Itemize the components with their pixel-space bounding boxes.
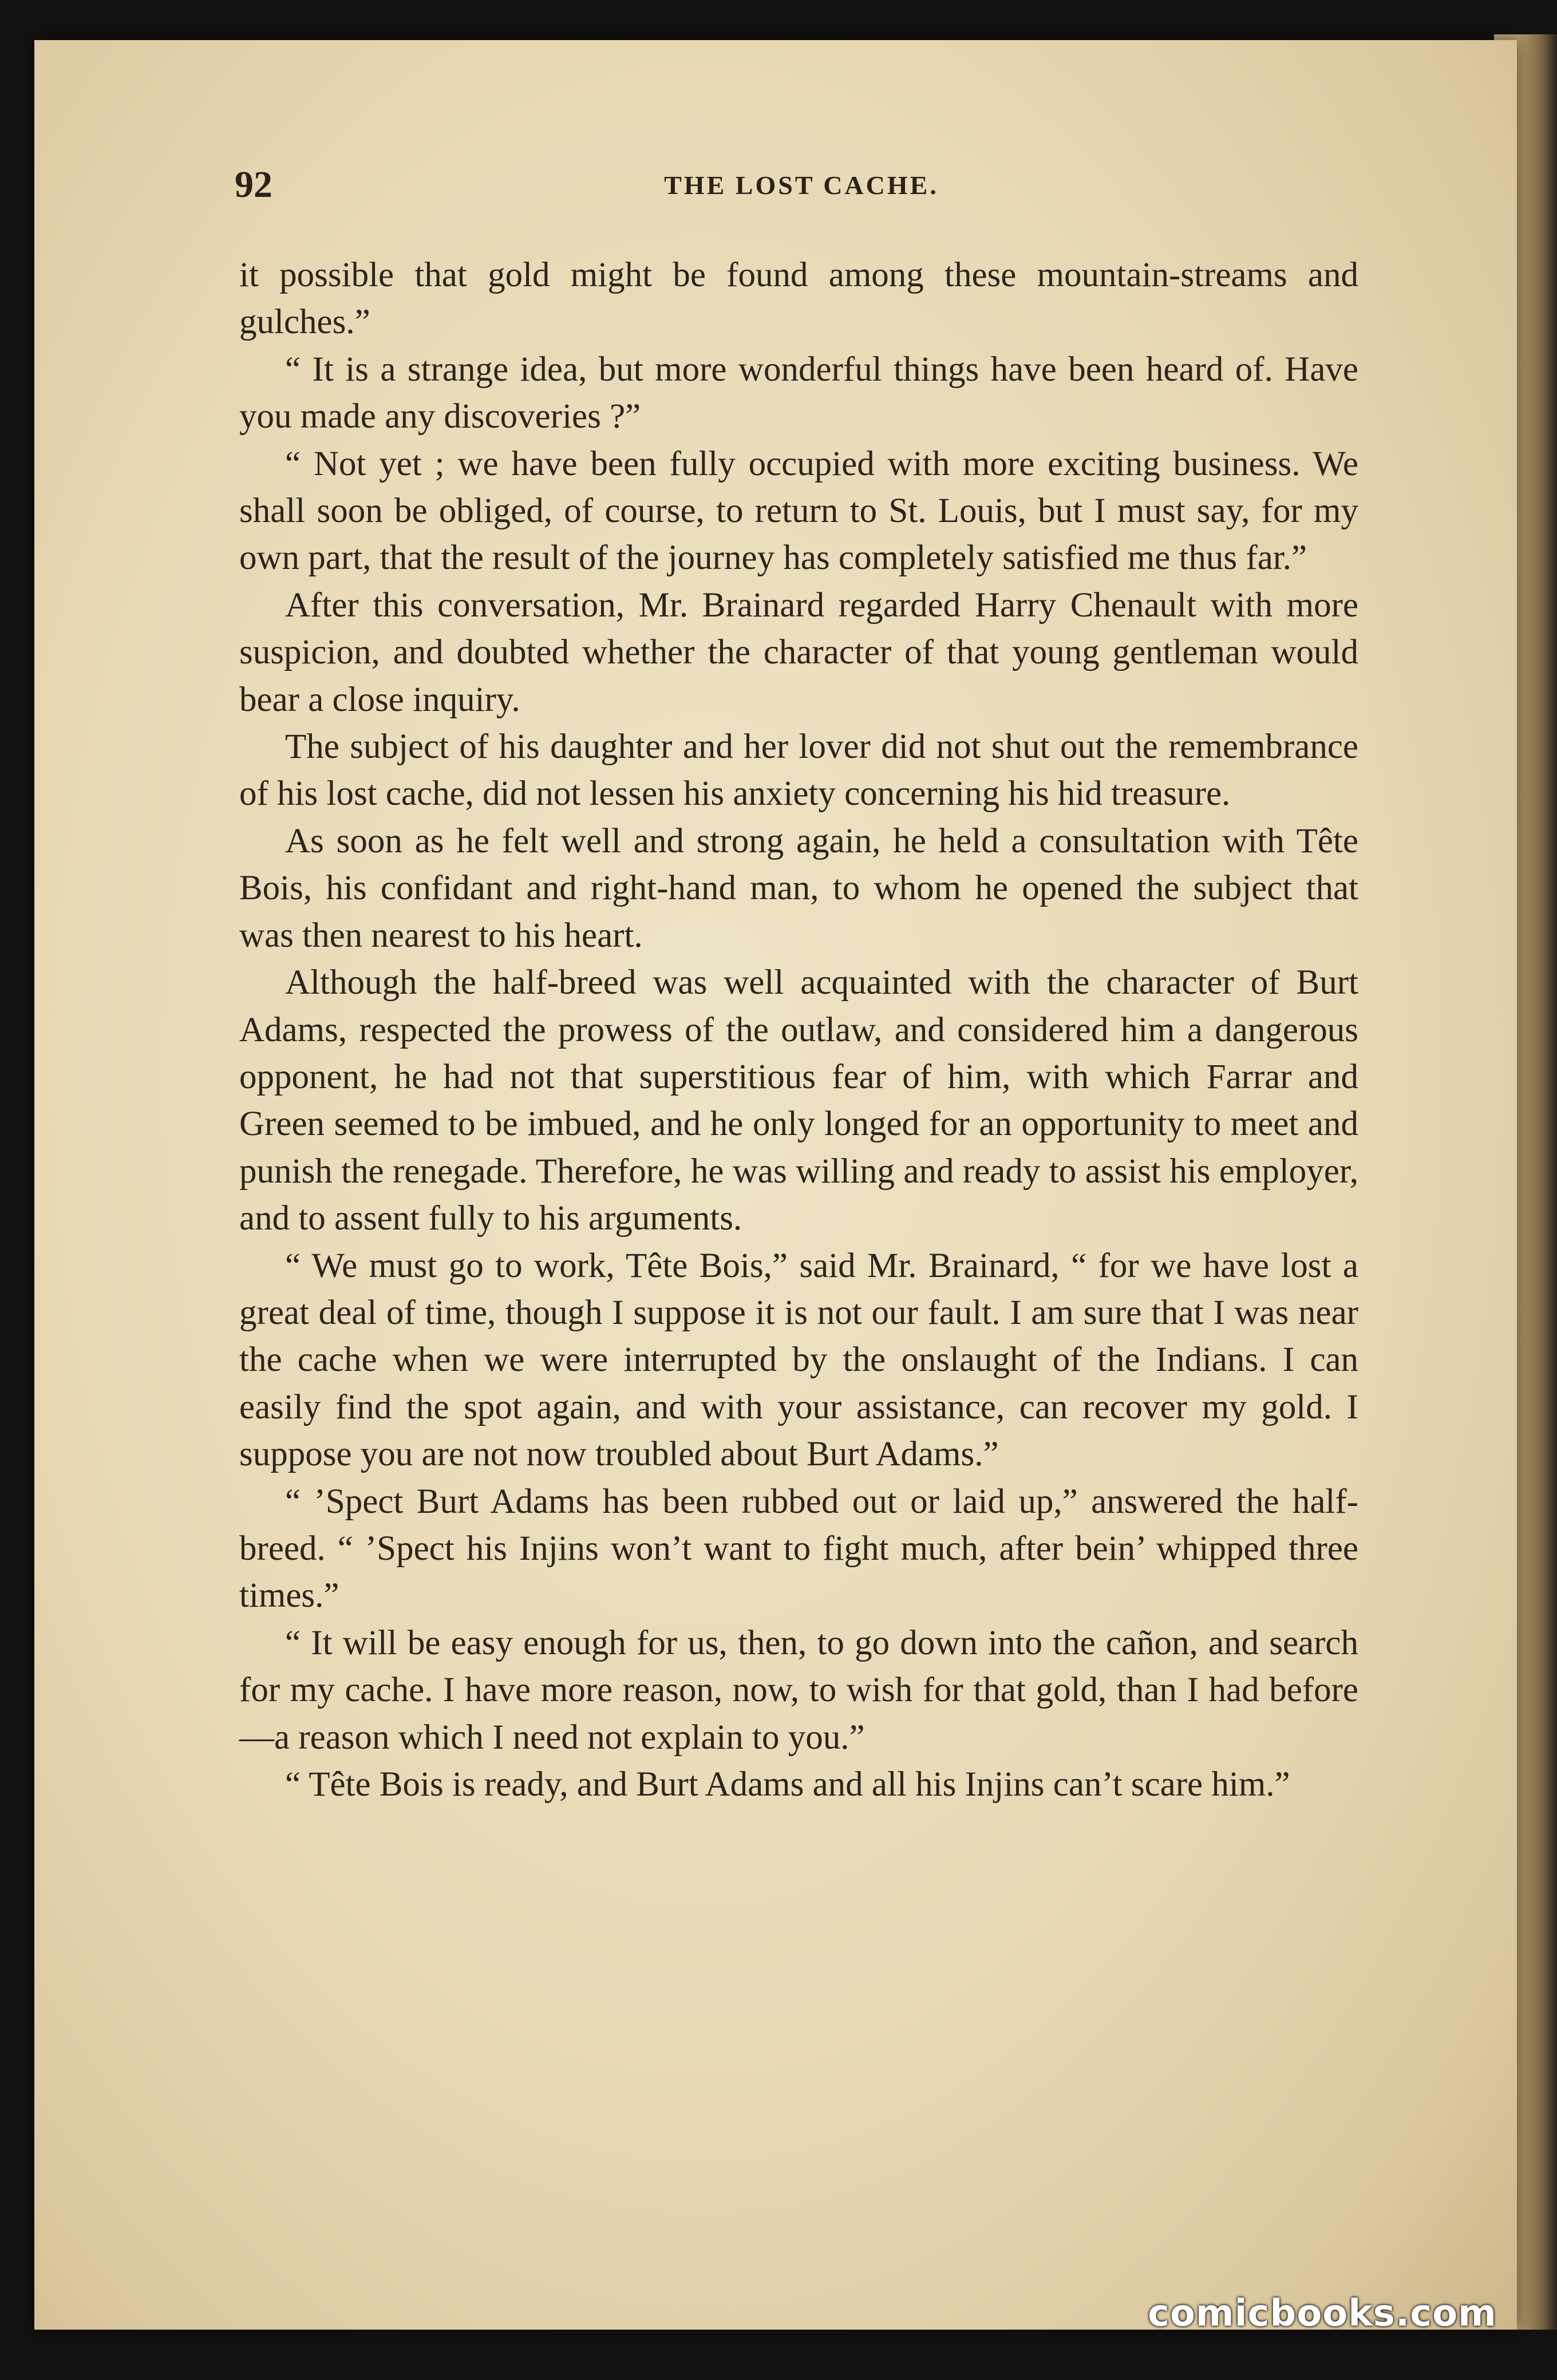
paragraph: “ Tête Bois is ready, and Burt Adams and all his Injins can’t scare him.” xyxy=(285,1765,1290,1804)
paragraph: Although the half-breed was well acquainted with the character of Burt Adams, respected the prowess of the outlaw, and considered him a dangerous opponent, he had not that superstitious fear of him, with which Farrar and Green seemed to be imbued, and he only longed for an opportunity to meet and punish the renegade. Therefore, he was willing and ready to assist his employer, and to assent fully to his arguments. xyxy=(239,963,1358,1238)
paragraph: “ ’Spect Burt Adams has been rubbed out or laid up,” answered the half-breed. “ ’Spect his Injins won’t want to fight much, after bein’ whipped three times.” xyxy=(239,1482,1358,1615)
paragraph: The subject of his daughter and her lover did not shut out the remembrance of his lost cache, did not lessen his anxiety concerning his hid treasure. xyxy=(239,728,1358,813)
paragraph: it possible that gold might be found among these mountain-streams and gulches.” xyxy=(239,256,1358,342)
page-number: 92 xyxy=(235,164,272,205)
running-title: THE LOST CACHE. xyxy=(664,171,939,200)
paragraph: As soon as he felt well and strong again, he held a consultation with Tête Bois, his confidant and right-hand man, to whom he opened the subject that was then nearest to his heart. xyxy=(239,821,1358,955)
paragraph: “ It will be easy enough for us, then, to go down into the cañon, and search for my cache. I have more reason, now, to wish for that gold, than I had before—a reason which I need not explain to you.” xyxy=(239,1623,1358,1757)
paragraph: “ It is a strange idea, but more wonderful things have been heard of. Have you made any discoveries ?” xyxy=(239,350,1358,436)
body-text xyxy=(239,252,1358,1808)
paragraph: “ We must go to work, Tête Bois,” said Mr. Brainard, “ for we have lost a great deal of time, though I suppose it is not our fault. I am sure that I was near the cache when we were interrupted by the onslaught of the Indians. I can easily find the spot again, and with your assistance, can recover my gold. I suppose you are not now troubled about Burt Adams.” xyxy=(239,1246,1358,1474)
page-header xyxy=(235,163,1368,220)
paragraph: After this conversation, Mr. Brainard regarded Harry Chenault with more suspicion, and doubted whether the character of that young gentleman would bear a close inquiry. xyxy=(239,586,1358,719)
watermark: comicbooks.com xyxy=(1148,2292,1497,2335)
paragraph: “ Not yet ; we have been fully occupied with more exciting business. We shall soon be obliged, of course, to return to St. Louis, but I must say, for my own part, that the result of the journey has completely satisfied me thus far.” xyxy=(239,444,1358,578)
